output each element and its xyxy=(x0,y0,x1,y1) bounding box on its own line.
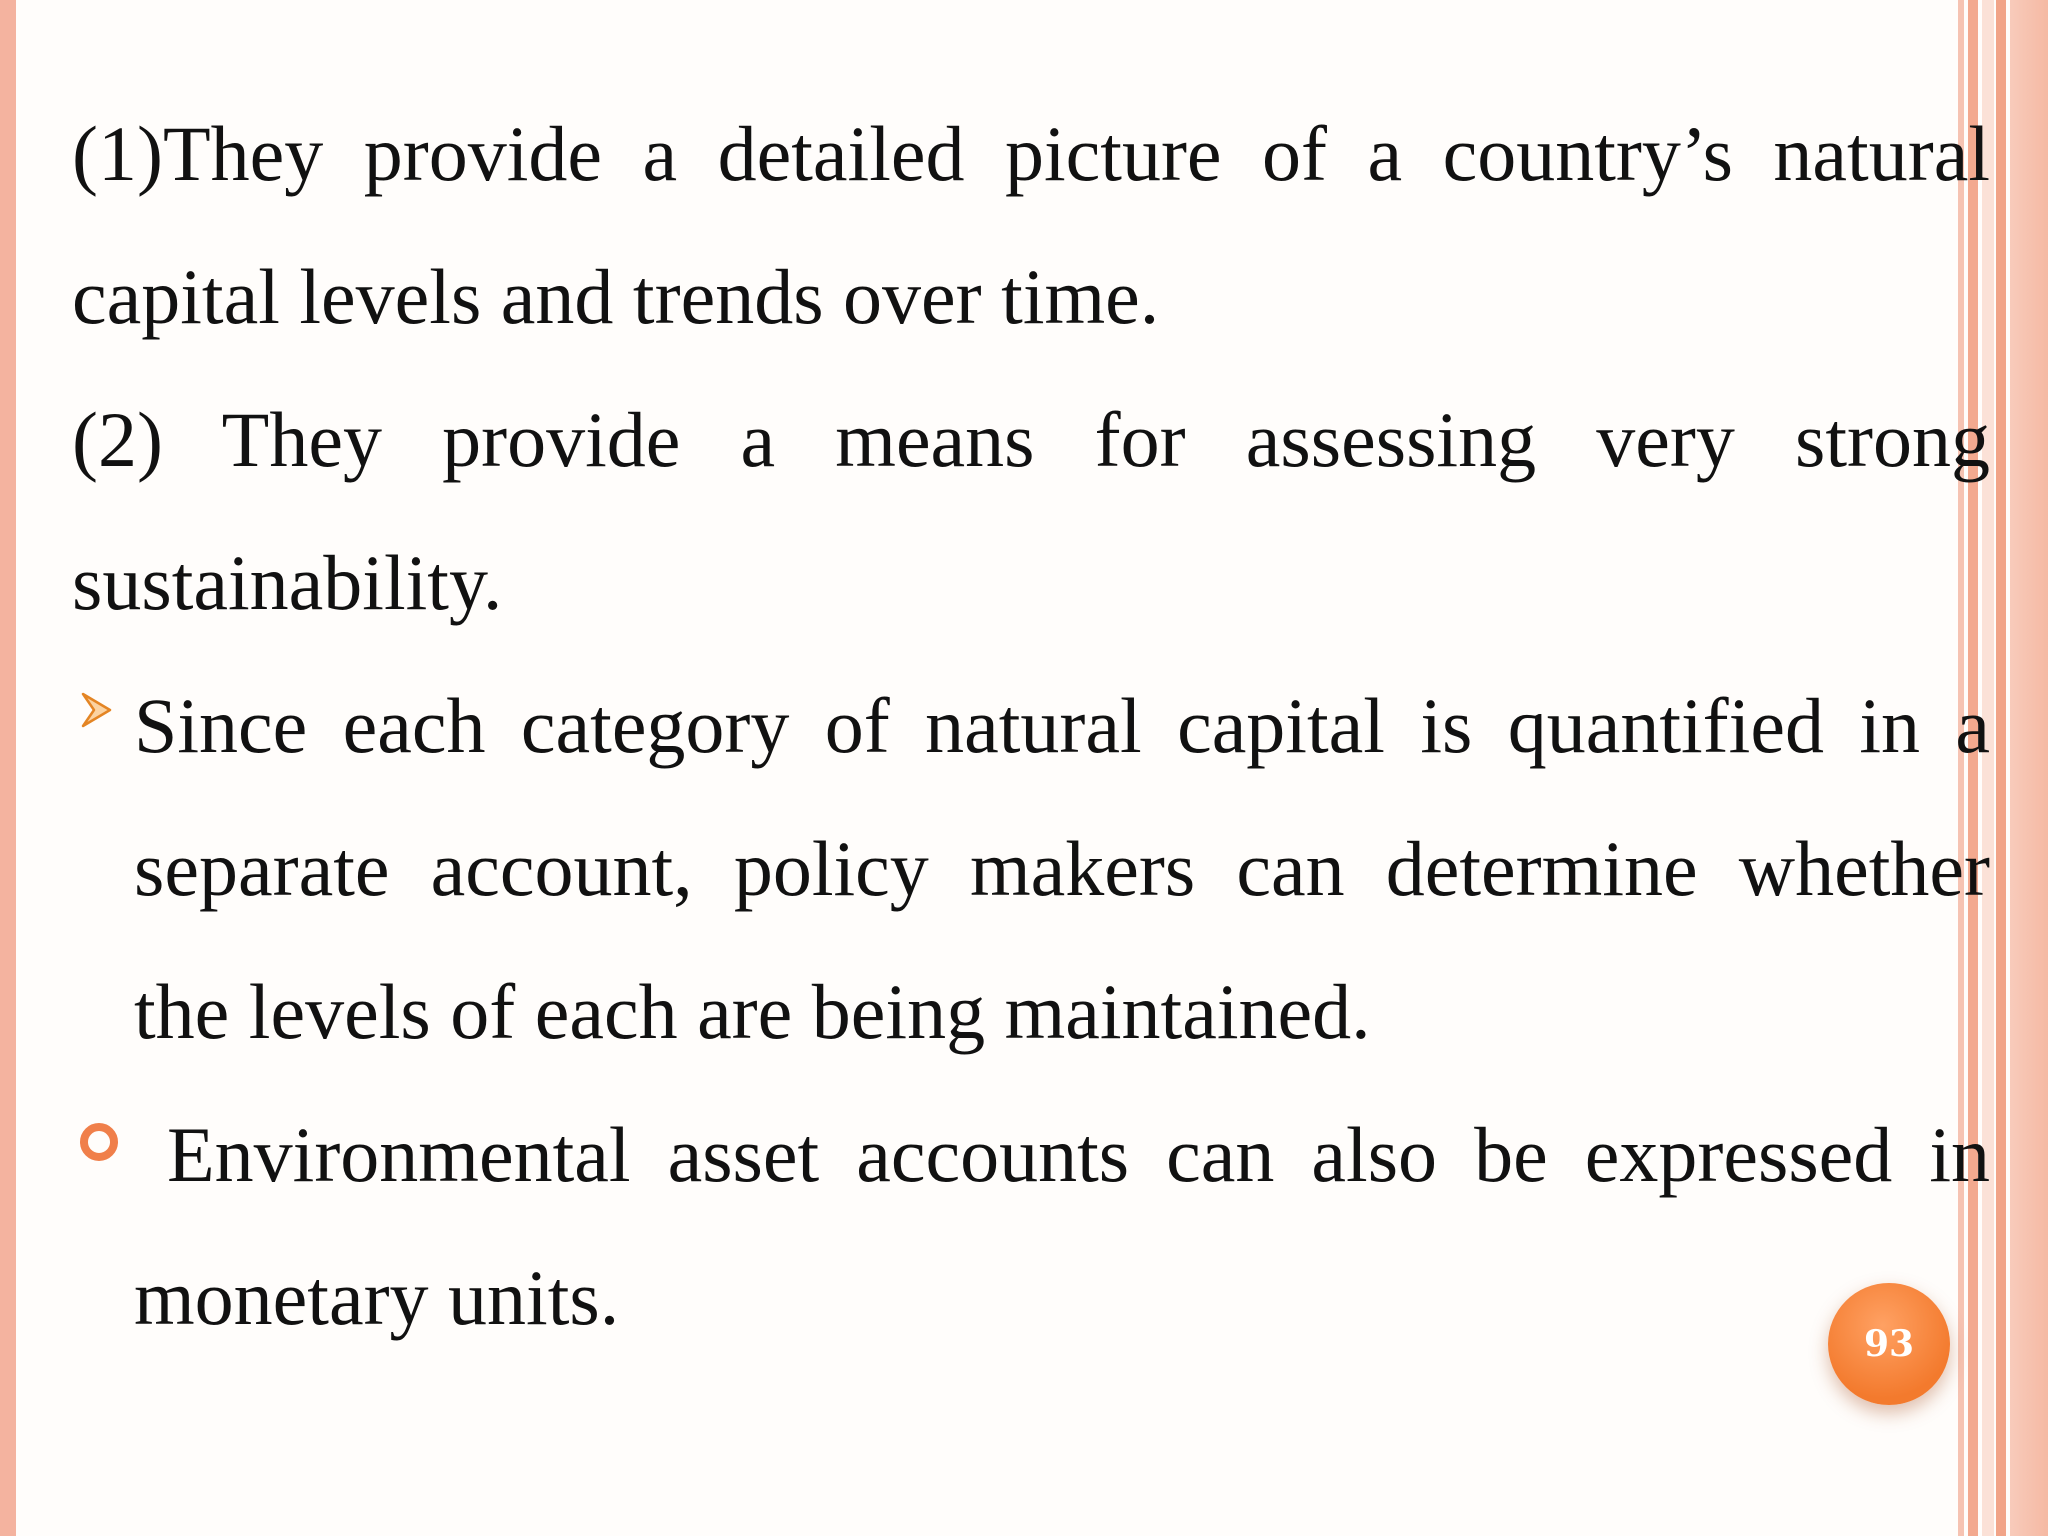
bullet2-line1: Environmental asset accounts can also be expressed in xyxy=(167,1111,1990,1198)
paragraph1-line1: (1)They provide a detailed picture of a country’s natural xyxy=(72,110,1990,197)
page-number-badge: 93 xyxy=(1828,1283,1950,1405)
bullet2-line2: monetary units. xyxy=(134,1254,620,1341)
paragraph1-line2: capital levels and trends over time. xyxy=(72,253,1160,340)
stripe xyxy=(1996,0,2006,1536)
left-border xyxy=(0,0,16,1536)
arrow-bullet-icon xyxy=(80,690,114,730)
bullet1-line3: the levels of each are being maintained. xyxy=(134,968,1371,1055)
circle-bullet-icon xyxy=(80,1123,118,1161)
slide-content xyxy=(72,82,1990,1369)
bullet1-line1: Since each category of natural capital is quantified in a xyxy=(134,682,1990,769)
paragraph2-line2: sustainability. xyxy=(72,539,503,626)
bullet1-line2: separate account, policy makers can determine whether xyxy=(134,825,1990,912)
paragraph2-line1: (2) They provide a means for assessing very strong xyxy=(72,396,1990,483)
stripe xyxy=(2010,0,2048,1536)
